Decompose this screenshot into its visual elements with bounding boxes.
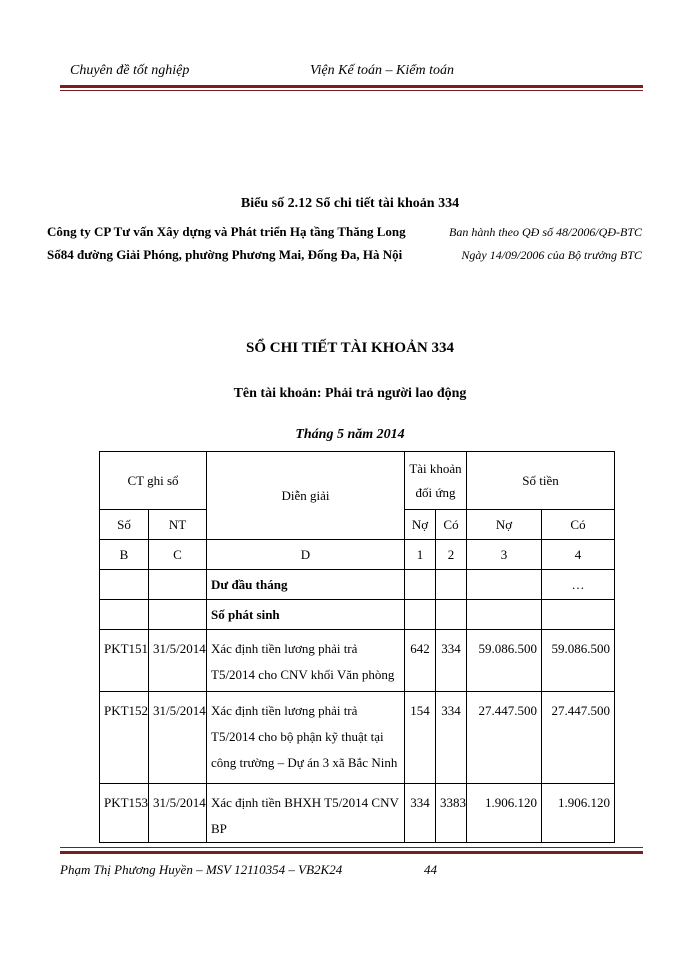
row-nt: 31/5/2014 bbox=[149, 784, 207, 843]
row-co-tk: 334 bbox=[436, 630, 467, 692]
ledger-title: SỔ CHI TIẾT TÀI KHOẢN 334 bbox=[246, 340, 454, 356]
regulation-line-1: Ban hành theo QĐ số 48/2006/QĐ-BTC bbox=[449, 225, 642, 239]
footer-author: Phạm Thị Phương Huyền – MSV 12110354 – VB2K24 bbox=[60, 862, 343, 877]
row-no-amount: 1.906.120 bbox=[467, 784, 542, 843]
footer-rule-thin bbox=[60, 847, 643, 848]
row-dien-giai: Xác định tiền lương phải trả T5/2014 cho bộ phận kỹ thuật tại công trường – Dự án 3 xã Bắc Ninh bbox=[207, 692, 405, 784]
row-so: PKT151 bbox=[100, 630, 149, 692]
header-row-1 bbox=[100, 452, 615, 510]
header-nt: NT bbox=[149, 510, 207, 540]
header-co-tk: Có bbox=[436, 510, 467, 540]
row-no-amount: 59.086.500 bbox=[467, 630, 542, 692]
row-co-amount: 27.447.500 bbox=[542, 692, 615, 784]
code-cell: 3 bbox=[467, 540, 542, 570]
movement-row bbox=[100, 600, 615, 630]
header-no-tk: Nợ bbox=[405, 510, 436, 540]
row-co-amount: 1.906.120 bbox=[542, 784, 615, 843]
header-tk-doi-ung-line1: Tài khoản bbox=[409, 460, 462, 476]
code-cell: C bbox=[149, 540, 207, 570]
header-rule-thick bbox=[60, 85, 643, 88]
header-dien-giai: Diễn giải bbox=[207, 452, 405, 540]
header-rule-thin bbox=[60, 90, 643, 91]
header-left: Chuyên đề tốt nghiệp bbox=[70, 63, 190, 78]
row-so: PKT153 bbox=[100, 784, 149, 843]
header-tk-doi-ung bbox=[405, 452, 467, 510]
row-nt: 31/5/2014 bbox=[149, 692, 207, 784]
header-tk-doi-ung-line2: đối ứng bbox=[415, 484, 456, 500]
ledger-table bbox=[99, 451, 615, 843]
code-cell: 2 bbox=[436, 540, 467, 570]
row-nt: 31/5/2014 bbox=[149, 630, 207, 692]
row-dien-giai: Xác định tiền BHXH T5/2014 CNV BP bbox=[207, 784, 405, 843]
company-name: Công ty CP Tư vấn Xây dựng và Phát triển Hạ tầng Thăng Long bbox=[47, 224, 406, 239]
period: Tháng 5 năm 2014 bbox=[295, 427, 405, 442]
form-title: Biểu số 2.12 Sổ chi tiết tài khoản 334 bbox=[240, 196, 460, 211]
code-cell: B bbox=[100, 540, 149, 570]
code-cell: D bbox=[207, 540, 405, 570]
row-co-tk: 3383 bbox=[436, 784, 467, 843]
opening-balance-co: … bbox=[542, 570, 615, 600]
header-ct-ghi-so: CT ghi sổ bbox=[100, 452, 207, 510]
account-name: Tên tài khoản: Phải trả người lao động bbox=[233, 386, 467, 401]
opening-balance-label: Dư đầu tháng bbox=[207, 570, 405, 600]
row-co-tk: 334 bbox=[436, 692, 467, 784]
row-co-amount: 59.086.500 bbox=[542, 630, 615, 692]
opening-balance-row bbox=[100, 570, 615, 600]
company-address: Số84 đường Giải Phóng, phường Phương Mai, Đống Đa, Hà Nội bbox=[47, 247, 403, 262]
row-no-amount: 27.447.500 bbox=[467, 692, 542, 784]
table-row bbox=[100, 784, 615, 843]
header-no-amount: Nợ bbox=[467, 510, 542, 540]
header-so: Số bbox=[100, 510, 149, 540]
table-row bbox=[100, 630, 615, 692]
code-row bbox=[100, 540, 615, 570]
row-no-tk: 154 bbox=[405, 692, 436, 784]
row-no-tk: 642 bbox=[405, 630, 436, 692]
header-center: Viện Kế toán – Kiểm toán bbox=[310, 63, 454, 78]
code-cell: 4 bbox=[542, 540, 615, 570]
page-number: 44 bbox=[424, 862, 437, 877]
header-so-tien: Số tiền bbox=[467, 452, 615, 510]
movement-label: Số phát sinh bbox=[207, 600, 405, 630]
row-dien-giai: Xác định tiền lương phải trả T5/2014 cho CNV khối Văn phòng bbox=[207, 630, 405, 692]
table-row bbox=[100, 692, 615, 784]
row-no-tk: 334 bbox=[405, 784, 436, 843]
header-co-amount: Có bbox=[542, 510, 615, 540]
code-cell: 1 bbox=[405, 540, 436, 570]
footer-rule-thick bbox=[60, 851, 643, 854]
row-so: PKT152 bbox=[100, 692, 149, 784]
regulation-line-2: Ngày 14/09/2006 của Bộ trưởng BTC bbox=[461, 248, 642, 262]
